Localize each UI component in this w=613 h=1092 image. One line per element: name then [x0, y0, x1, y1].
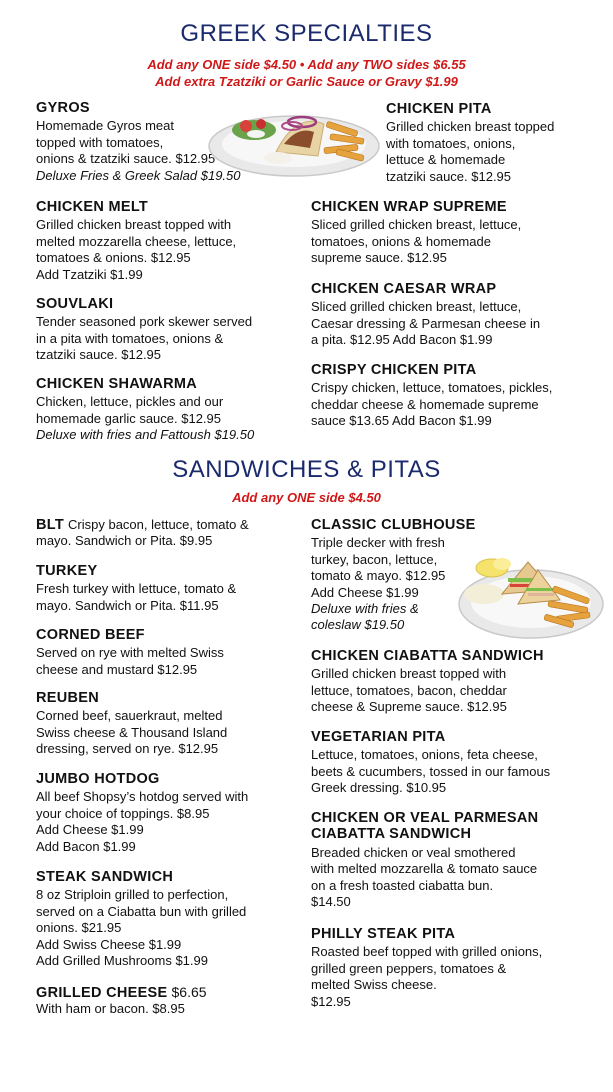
item-desc: lettuce, tomatoes, bacon, cheddar: [311, 682, 507, 698]
sandwiches-sides-note: Add any ONE side $4.50: [232, 490, 381, 505]
item-desc: with melted mozzarella & tomato sauce: [311, 861, 538, 877]
menu-item-crispy-chicken-pita: [311, 362, 552, 430]
item-desc: cheddar cheese & homemade supreme: [311, 396, 539, 412]
item-desc: your choice of toppings. $8.95: [36, 805, 210, 821]
item-desc: grilled green peppers, tomatoes &: [311, 960, 507, 976]
item-desc: mayo. Sandwich or Pita. $9.95: [36, 533, 213, 549]
item-name: CHICKEN CIABATTA SANDWICH: [311, 648, 544, 664]
item-name: CHICKEN PITA: [386, 101, 492, 117]
menu-item-turkey: [36, 563, 236, 614]
item-addon: Add Grilled Mushrooms $1.99: [36, 953, 208, 969]
menu-item-steak-sandwich: [36, 869, 246, 969]
item-desc: Grilled chicken breast topped: [386, 119, 555, 135]
item-desc: Caesar dressing & Parmesan cheese in: [311, 315, 541, 331]
item-name: CLASSIC CLUBHOUSE: [311, 517, 476, 533]
item-desc: lettuce & homemade: [386, 152, 506, 168]
greek-specialties-heading: GREEK SPECIALTIES: [180, 20, 433, 47]
item-name: PHILLY STEAK PITA: [311, 926, 456, 942]
item-desc: served on a Ciabatta bun with grilled: [36, 903, 247, 919]
item-desc: onions & tzatziki sauce. $12.95: [36, 151, 216, 167]
item-name: CIABATTA SANDWICH: [311, 826, 472, 843]
item-desc: Served on rye with melted Swiss: [36, 645, 224, 661]
menu-item-corned-beef: [36, 627, 224, 678]
item-name: JUMBO HOTDOG: [36, 771, 160, 787]
item-name: REUBEN: [36, 690, 100, 706]
menu-item-grilled-cheese: [36, 984, 207, 1018]
item-addon: Add Swiss Cheese $1.99: [36, 936, 182, 952]
item-deluxe: Deluxe with fries and Fattoush $19.50: [36, 427, 255, 443]
item-desc: Sliced grilled chicken breast, lettuce,: [311, 217, 522, 233]
menu-item-chicken-wrap-supreme: [311, 199, 521, 267]
greek-sides-note: Add any ONE side $4.50 • Add any TWO sides $6.55: [147, 57, 466, 72]
item-desc: 8 oz Striploin grilled to perfection,: [36, 887, 229, 903]
gyros-plate-image: [206, 94, 382, 182]
menu-item-souvlaki: [36, 296, 252, 364]
item-desc: onions. $21.95: [36, 920, 122, 936]
menu-item-classic-clubhouse: [311, 517, 476, 634]
item-desc: Grilled chicken breast topped with: [311, 666, 507, 682]
item-name: CHICKEN CAESAR WRAP: [311, 281, 497, 297]
menu-item-reuben: [36, 690, 227, 758]
menu-item-chicken-pita: [386, 101, 554, 185]
item-name: STEAK SANDWICH: [36, 869, 174, 885]
item-desc: in a pita with tomatoes, onions &: [36, 330, 224, 346]
menu-item-vegetarian-pita: [311, 729, 550, 797]
item-desc: tzatziki sauce. $12.95: [386, 168, 512, 184]
item-desc: Fresh turkey with lettuce, tomato &: [36, 581, 237, 597]
item-desc: melted mozzarella cheese, lettuce,: [36, 233, 237, 249]
item-name: CRISPY CHICKEN PITA: [311, 362, 477, 378]
item-name: CHICKEN OR VEAL PARMESAN: [311, 810, 539, 826]
item-desc: turkey, bacon, lettuce,: [311, 551, 438, 567]
item-deluxe: Deluxe with fries &: [311, 601, 419, 617]
item-name: CHICKEN MELT: [36, 199, 149, 215]
menu-item-chicken-ciabatta: [311, 648, 544, 716]
item-price: $12.95: [311, 993, 351, 1009]
item-addon: Add Cheese $1.99: [36, 822, 144, 838]
clubhouse-plate-image: [456, 540, 606, 642]
item-deluxe: Deluxe Fries & Greek Salad $19.50: [36, 167, 241, 183]
item-desc: dressing, served on rye. $12.95: [36, 741, 219, 757]
item-desc: Swiss cheese & Thousand Island: [36, 724, 228, 740]
item-desc: Chicken, lettuce, pickles and our: [36, 394, 224, 410]
item-desc: on a fresh toasted ciabatta bun.: [311, 877, 494, 893]
item-desc: Sliced grilled chicken breast, lettuce,: [311, 299, 522, 315]
item-addon: Add Cheese $1.99: [311, 584, 419, 600]
menu-item-parmesan-ciabatta: [311, 810, 538, 910]
item-desc: mayo. Sandwich or Pita. $11.95: [36, 597, 219, 613]
item-name: TURKEY: [36, 563, 98, 579]
item-desc: tzatziki sauce. $12.95: [36, 347, 162, 363]
item-name: VEGETARIAN PITA: [311, 729, 446, 745]
greek-sauce-note: Add extra Tzatziki or Garlic Sauce or Gravy $1.99: [155, 74, 458, 89]
item-desc: tomato & mayo. $12.95: [311, 568, 446, 584]
item-desc: Triple decker with fresh: [311, 535, 445, 551]
sandwiches-pitas-heading: SANDWICHES & PITAS: [172, 456, 441, 483]
item-name: CORNED BEEF: [36, 627, 145, 643]
menu-item-jumbo-hotdog: [36, 771, 248, 855]
menu-item-blt: [36, 517, 249, 550]
menu-item-chicken-shawarma: [36, 376, 254, 444]
item-desc: All beef Shopsy’s hotdog served with: [36, 789, 249, 805]
item-addon: Add Tzatziki $1.99: [36, 266, 143, 282]
item-desc: cheese and mustard $12.95: [36, 661, 198, 677]
item-desc: melted Swiss cheese.: [311, 977, 437, 993]
menu-item-chicken-caesar-wrap: [311, 281, 540, 349]
item-desc: Corned beef, sauerkraut, melted: [36, 708, 223, 724]
item-desc: With ham or bacon. $8.95: [36, 1001, 185, 1017]
item-price: $14.50: [311, 894, 351, 910]
item-desc: Breaded chicken or veal smothered: [311, 844, 516, 860]
item-name: CHICKEN WRAP SUPREME: [311, 199, 507, 215]
menu-item-chicken-melt: [36, 199, 236, 283]
item-price: $6.65: [171, 984, 207, 1000]
item-name: GYROS: [36, 100, 90, 116]
item-desc: Crispy chicken, lettuce, tomatoes, pickles,: [311, 380, 553, 396]
item-desc: cheese & Supreme sauce. $12.95: [311, 699, 507, 715]
item-deluxe: coleslaw $19.50: [311, 617, 405, 633]
item-addon: Add Bacon $1.99: [36, 838, 136, 854]
item-name: BLT: [36, 517, 65, 533]
item-name: SOUVLAKI: [36, 296, 114, 312]
item-desc: Grilled chicken breast topped with: [36, 217, 232, 233]
item-desc: homemade garlic sauce. $12.95: [36, 410, 222, 426]
item-name: CHICKEN SHAWARMA: [36, 376, 198, 392]
item-desc: Homemade Gyros meat: [36, 118, 174, 134]
item-desc: tomatoes, onions & homemade: [311, 233, 491, 249]
item-desc: tomatoes & onions. $12.95: [36, 250, 191, 266]
menu-item-philly-steak-pita: [311, 926, 542, 1010]
item-desc: Roasted beef topped with grilled onions,: [311, 944, 543, 960]
item-desc: supreme sauce. $12.95: [311, 250, 447, 266]
item-desc: beets & cucumbers, tossed in our famous: [311, 763, 551, 779]
item-desc: a pita. $12.95 Add Bacon $1.99: [311, 332, 493, 348]
item-desc: topped with tomatoes,: [36, 134, 164, 150]
item-desc: Crispy bacon, lettuce, tomato &: [68, 517, 249, 532]
item-name: GRILLED CHEESE: [36, 985, 168, 1001]
item-desc: with tomatoes, onions,: [386, 135, 516, 151]
item-desc: Greek dressing. $10.95: [311, 780, 447, 796]
item-desc: Lettuce, tomatoes, onions, feta cheese,: [311, 747, 538, 763]
item-desc: sauce $13.65 Add Bacon $1.99: [311, 413, 492, 429]
item-desc: Tender seasoned pork skewer served: [36, 314, 253, 330]
